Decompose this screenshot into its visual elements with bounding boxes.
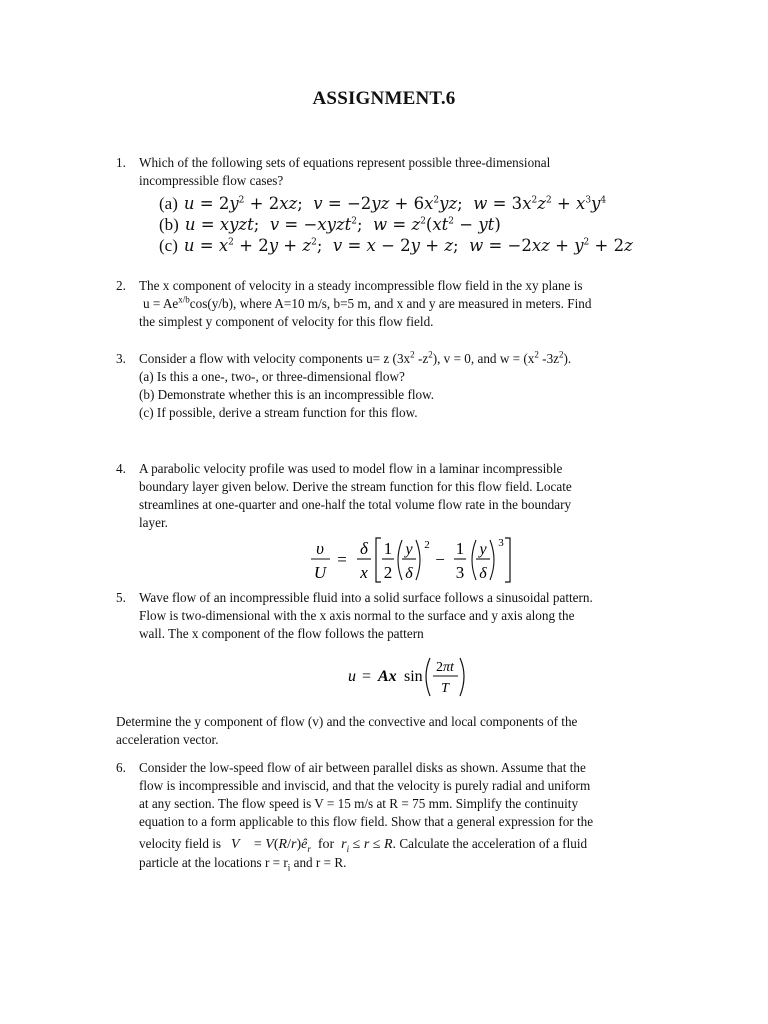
question-text: Flow is two-dimensional with the x axis normal to the surface and y axis along the (139, 608, 575, 623)
question-text: Consider the low-speed flow of air between parallel disks as shown. Assume that the (139, 760, 586, 775)
question-text: the simplest y component of velocity for this flow field. (139, 314, 434, 329)
svg-text:Ax: Ax (378, 668, 397, 685)
question-text: layer. (139, 515, 168, 530)
assignment-title: ASSIGNMENT.6 (312, 88, 456, 109)
question-text: equation to a form applicable to this flow field. Show that a general expression for the (139, 814, 594, 829)
svg-text:=: = (337, 550, 347, 569)
svg-text:δ: δ (360, 539, 368, 558)
question-3 (116, 350, 676, 422)
svg-text:U: U (313, 563, 327, 582)
question-text: The x component of velocity in a steady incompressible flow field in the xy plane is (139, 278, 583, 293)
svg-text:x: x (360, 563, 368, 582)
svg-text:y: y (405, 541, 413, 558)
question-4 (116, 460, 676, 532)
question-2 (116, 277, 676, 331)
svg-text:υ: υ (316, 539, 324, 558)
svg-text:δ: δ (479, 565, 487, 582)
question-number: 4. (116, 461, 126, 476)
svg-text:sin: sin (404, 668, 423, 685)
boundary-layer-equation (308, 534, 518, 586)
svg-text:2πt: 2πt (436, 660, 454, 675)
svg-text:3: 3 (455, 563, 465, 582)
question-5-followup (116, 713, 676, 749)
velocity-field-equation: V⃗ = $V(R/r)ê_r$ for $r_i \le r \le R$. (230, 837, 397, 854)
svg-text:−: − (435, 550, 445, 569)
question-number: 1. (116, 155, 126, 170)
question-text: boundary layer given below. Derive the stream function for this flow field. Locate (139, 479, 572, 494)
question-text: $u = Ae^{x/b}\cos(y/b)$, where A=10 m/s, b=5 m, and x and y are measured in meters. Find (143, 294, 592, 311)
question-text: A parabolic velocity profile was used to model flow in a laminar incompressible (139, 461, 563, 476)
question-text: acceleration vector. (116, 732, 219, 747)
wave-flow-equation (344, 654, 474, 700)
question-5 (116, 589, 676, 643)
equation-set (159, 193, 676, 256)
question-number: 3. (116, 351, 126, 366)
svg-text:y: y (479, 541, 487, 558)
question-text: Determine the y component of flow (v) and the convective and local components of the (116, 714, 578, 729)
equation-a: (a) $u = 2y^2 + 2xz$; $v = -2yz + 6x^2yz$; $w = 3x^2z^2 + x^3y^4$ (159, 194, 607, 213)
svg-text:T: T (441, 681, 449, 696)
question-text: wall. The x component of the flow follows the pattern (139, 626, 424, 641)
question-text: Consider a flow with velocity components u= z ($3x^2$ $-z^2$), v = 0, and $w = (x^2$ $-3z^2$). (139, 349, 572, 366)
equation-b: (b) u = xyzt; v = −xyzt$^2$; $w = z^2(xt^2 - yt)$ (159, 215, 501, 234)
svg-text:2: 2 (424, 539, 430, 551)
question-number: 6. (116, 760, 126, 775)
svg-text:=: = (362, 668, 372, 685)
question-text: velocity field is V⃗ = $V(R/r)ê_r$ for $r_i \le r \le R$. Calculate the acceleration of a fluid (139, 836, 588, 854)
question-text: at any section. The flow speed is V = 15 m/s at R = 75 mm. Simplify the continuity (139, 796, 579, 811)
question-text: Which of the following sets of equations represent possible three-dimensional (139, 155, 551, 170)
question-1 (116, 154, 676, 256)
svg-text:δ: δ (405, 565, 413, 582)
svg-text:1: 1 (455, 539, 465, 558)
equation-c: (c) $u = x^2 + 2y + z^2$; v = x − 2y + z; $w = -2xz + y^2 + 2z$ (159, 236, 633, 255)
question-text: flow is incompressible and inviscid, and that the velocity is purely radial and uniform (139, 778, 591, 793)
question-text: particle at the locations $r = r_i$ and r = R. (139, 855, 347, 873)
sub-question-b: (b) Demonstrate whether this is an incompressible flow. (139, 387, 435, 402)
svg-text:u: u (348, 668, 356, 685)
svg-text:1: 1 (383, 539, 393, 558)
question-text: incompressible flow cases? (139, 173, 284, 188)
question-text: streamlines at one-quarter and one-half the total volume flow rate in the boundary (139, 497, 572, 512)
sub-question-c: (c) If possible, derive a stream function for this flow. (139, 405, 418, 420)
question-6 (116, 759, 676, 872)
question-number: 2. (116, 278, 126, 293)
sub-question-a: (a) Is this a one-, two-, or three-dimensional flow? (139, 369, 405, 384)
question-number: 5. (116, 590, 126, 605)
question-text: Wave flow of an incompressible fluid into a solid surface follows a sinusoidal pattern. (139, 590, 593, 605)
svg-text:2: 2 (383, 563, 393, 582)
svg-text:3: 3 (498, 537, 504, 549)
